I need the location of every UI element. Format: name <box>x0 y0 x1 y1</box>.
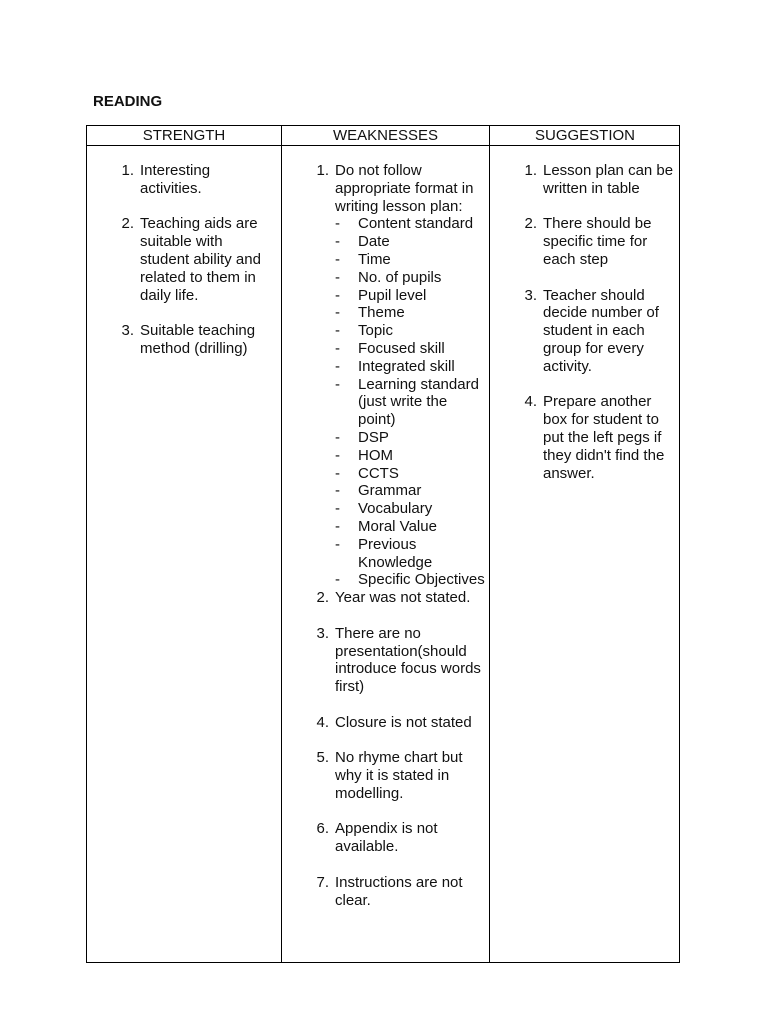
list-item <box>112 215 274 304</box>
item-number: 1. <box>121 162 134 179</box>
sublist-text: Content standard <box>358 215 474 233</box>
sublist-item <box>335 571 485 589</box>
sublist-text: No. of pupils <box>358 268 442 286</box>
weaknesses-column <box>307 162 485 909</box>
item-text: Teacher should decide number of student in each group for every activity. <box>543 286 659 375</box>
dash-bullet: - <box>335 304 340 322</box>
list-item <box>112 322 274 358</box>
header-divider <box>87 145 679 146</box>
list-item <box>515 393 677 482</box>
dash-bullet: - <box>335 322 340 340</box>
column-divider <box>489 126 490 962</box>
item-number: 1. <box>316 162 329 179</box>
sublist-item <box>335 447 485 465</box>
dash-bullet: - <box>335 428 340 446</box>
dash-bullet: - <box>335 464 340 482</box>
item-text: Do not follow appropriate format in writing lesson plan: <box>335 162 474 215</box>
sublist-item <box>335 518 485 536</box>
dash-bullet: - <box>335 268 340 286</box>
sublist-text: Topic <box>358 322 394 340</box>
item-number: 3. <box>524 286 537 304</box>
item-number: 3. <box>316 624 329 642</box>
item-number: 5. <box>316 749 329 767</box>
sublist-text: HOM <box>358 446 393 464</box>
item-text: Year was not stated. <box>335 589 471 607</box>
page-title: READING <box>93 93 163 110</box>
dash-bullet: - <box>335 482 340 500</box>
item-text: There should be specific time for each step <box>543 215 652 268</box>
list-item <box>515 215 677 268</box>
strength-column <box>112 162 274 358</box>
list-item <box>307 625 485 696</box>
sublist-item <box>335 322 485 340</box>
item-text: Instructions are not clear. <box>335 873 463 909</box>
item-text: Lesson plan can be written in table <box>543 162 674 197</box>
item-number: 4. <box>316 713 329 731</box>
header-suggestion: SUGGESTION <box>534 127 635 144</box>
sublist-item <box>335 376 485 429</box>
sublist-text: Time <box>358 250 391 268</box>
dash-bullet: - <box>335 250 340 268</box>
dash-bullet: - <box>335 375 340 393</box>
sublist-text: Pupil level <box>358 286 427 304</box>
sublist-text: Specific Objectives <box>358 571 485 589</box>
sublist-text: Grammar <box>358 482 422 500</box>
sublist-text: DSP <box>358 428 389 446</box>
item-text: Interesting activities. <box>140 162 211 197</box>
sublist-item <box>335 233 485 251</box>
sublist-text: Moral Value <box>358 517 437 535</box>
sublist-item <box>335 429 485 447</box>
sublist-item <box>335 358 485 376</box>
list-item <box>515 162 677 198</box>
item-text: Closure is not stated <box>335 713 472 731</box>
dash-bullet: - <box>335 339 340 357</box>
sublist-item <box>335 536 485 572</box>
item-number: 6. <box>316 820 329 838</box>
sublist-item <box>335 465 485 483</box>
suggestion-column <box>515 162 677 482</box>
item-number: 1. <box>524 162 537 179</box>
item-text: Suitable teaching method (drilling) <box>140 322 256 357</box>
item-text: Appendix is not available. <box>335 820 438 856</box>
item-number: 7. <box>316 873 329 891</box>
sublist-text: Learning standard (just write the point) <box>358 375 479 429</box>
item-text: No rhyme chart but why it is stated in modelling. <box>335 749 463 802</box>
dash-bullet: - <box>335 446 340 464</box>
strength-list <box>112 162 274 358</box>
sublist-item <box>335 251 485 269</box>
list-item <box>307 874 485 910</box>
sublist-item <box>335 340 485 358</box>
dash-bullet: - <box>335 357 340 375</box>
list-item <box>112 162 274 198</box>
item-number: 2. <box>524 215 537 233</box>
sublist-text: Date <box>358 233 390 251</box>
sublist-item <box>335 304 485 322</box>
list-item <box>307 589 485 607</box>
column-divider <box>281 126 282 962</box>
sublist-item <box>335 287 485 305</box>
item-number: 4. <box>524 393 537 411</box>
dash-bullet: - <box>335 535 340 553</box>
sublist-item <box>335 269 485 287</box>
sublist-item <box>335 500 485 518</box>
sublist-text: CCTS <box>358 464 399 482</box>
list-item <box>307 714 485 732</box>
list-item <box>307 162 485 589</box>
item-number: 2. <box>316 589 329 607</box>
list-item <box>307 820 485 856</box>
header-strength: STRENGTH <box>142 127 226 144</box>
list-item <box>515 287 677 376</box>
item-text: There are no presentation(should introduce focus words first) <box>335 624 481 696</box>
item-text: Teaching aids are suitable with student ability and related to them in daily life. <box>140 215 261 304</box>
suggestion-list <box>515 162 677 482</box>
item-number: 3. <box>121 322 134 340</box>
dash-bullet: - <box>335 517 340 535</box>
dash-bullet: - <box>335 286 340 304</box>
sublist-text: Vocabulary <box>358 500 433 518</box>
header-weaknesses: WEAKNESSES <box>332 127 439 144</box>
item-number: 2. <box>121 215 134 233</box>
sublist-text: Theme <box>358 304 405 322</box>
dash-bullet: - <box>335 233 340 251</box>
sublist-item <box>335 482 485 500</box>
format-sublist <box>335 215 485 589</box>
sublist-text: Focused skill <box>358 339 445 357</box>
list-item <box>307 749 485 802</box>
evaluation-table <box>86 125 680 963</box>
dash-bullet: - <box>335 500 340 518</box>
sublist-text: Integrated skill <box>358 357 455 375</box>
sublist-item <box>335 215 485 233</box>
sublist-text: Previous Knowledge <box>358 535 433 571</box>
weaknesses-list <box>307 162 485 909</box>
dash-bullet: - <box>335 571 340 589</box>
dash-bullet: - <box>335 215 340 233</box>
item-text: Prepare another box for student to put the left pegs if they didn't find the answer. <box>543 393 665 482</box>
